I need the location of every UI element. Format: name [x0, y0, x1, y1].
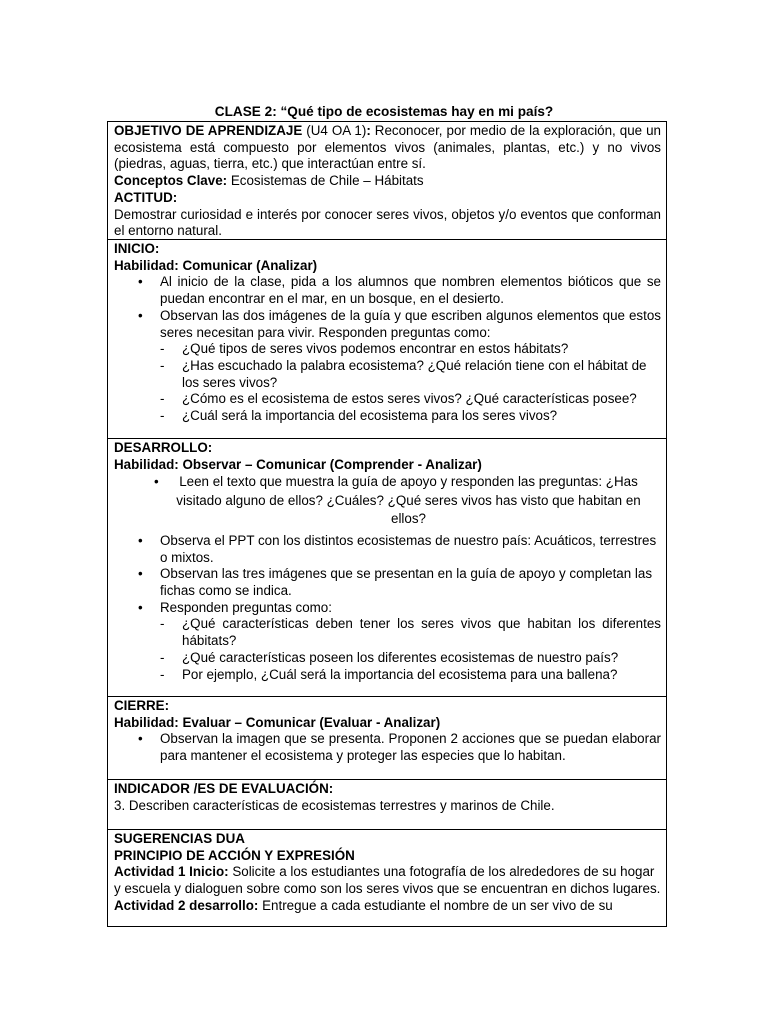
actividad-2-label: Actividad 2 desarrollo: — [114, 897, 259, 913]
list-item: - ¿Qué características poseen los diferentes ecosistemas de nuestro país? — [114, 650, 661, 667]
list-item: - ¿Cómo es el ecosistema de estos seres vivos? ¿Qué características posee? — [114, 391, 661, 408]
objetivo-code: (U4 OA 1) — [302, 123, 367, 138]
cierre-section — [108, 697, 667, 780]
actividad-2-text: Entregue a cada estudiante el nombre de un ser vivo de su — [258, 897, 613, 913]
actividad-1-label: Actividad 1 Inicio: — [114, 864, 229, 880]
objetivo-section — [108, 122, 667, 240]
actitud-label: ACTITUD: — [114, 189, 178, 205]
list-item: • Observan las dos imágenes de la guía y que escriben algunos elementos que estos seres necesitan para vivir. Responden preguntas como: — [114, 308, 661, 341]
lesson-plan-table — [107, 121, 667, 927]
desarrollo-centered-bullet: • Leen el texto que muestra la guía de apoyo y responden las preguntas: ¿Has visitado alguno de ellos? ¿Cuáles? ¿Qué seres vivos has visto que habitan en ellos? — [114, 473, 661, 529]
list-item: - Por ejemplo, ¿Cuál será la importancia del ecosistema para una ballena? — [114, 667, 661, 684]
objetivo-text: Reconocer, por medio de la exploración, que un ecosistema está compuesto por elementos vivos (animales, plantas, etc.) y no vivos (piedras, aguas, tierra, etc.) que interactúan entre sí. — [114, 123, 661, 172]
indicador-text: 3. Describen características de ecosistemas terrestres y marinos de Chile. — [114, 797, 555, 813]
sugerencias-section — [108, 830, 667, 927]
desarrollo-bullet-list — [114, 533, 661, 617]
actividad-2-paragraph — [114, 898, 661, 915]
conceptos-label: Conceptos Clave: — [114, 173, 228, 189]
list-item: • Observa el PPT con los distintos ecosistemas de nuestro país: Acuáticos, terrestres o mixtos. — [114, 533, 661, 566]
list-item: - ¿Cuál será la importancia del ecosistema para los seres vivos? — [114, 408, 661, 425]
objetivo-colon: : — [366, 123, 371, 138]
sugerencias-heading: SUGERENCIAS DUA — [114, 831, 245, 846]
list-item: - ¿Qué características deben tener los seres vivos que habitan los diferentes hábitats? — [114, 616, 661, 649]
principio-heading: PRINCIPIO DE ACCIÓN Y EXPRESIÓN — [114, 847, 355, 863]
list-item: • Observan la imagen que se presenta. Proponen 2 acciones que se puedan elaborar para mantener el ecosistema y proteger las especies que lo habitan. — [114, 731, 661, 764]
cierre-bullet-list — [114, 731, 661, 764]
objetivo-paragraph — [114, 123, 661, 173]
conceptos-paragraph — [114, 173, 661, 190]
page-title: CLASE 2: “Qué tipo de ecosistemas hay en mi país? — [214, 104, 554, 119]
desarrollo-section — [108, 439, 667, 697]
actitud-text: Demostrar curiosidad e interés por conocer seres vivos, objetos y/o eventos que conforman el entorno natural. — [114, 206, 661, 239]
list-item: - ¿Has escuchado la palabra ecosistema? ¿Qué relación tiene con el hábitat de los seres vivos? — [114, 358, 661, 391]
list-item: - ¿Qué tipos de seres vivos podemos encontrar en estos hábitats? — [114, 341, 661, 358]
inicio-bullet-list — [114, 274, 661, 341]
desarrollo-habilidad: Habilidad: Observar – Comunicar (Comprender - Analizar) — [114, 456, 482, 472]
cierre-heading: CIERRE: — [114, 698, 170, 713]
list-item: • Al inicio de la clase, pida a los alumnos que nombren elementos bióticos que se puedan encontrar en el mar, en un bosque, en el desierto. — [114, 274, 661, 307]
indicador-section — [108, 780, 667, 830]
indicador-heading: INDICADOR /ES DE EVALUACIÓN: — [114, 781, 334, 796]
conceptos-text: Ecosistemas de Chile – Hábitats — [227, 173, 424, 189]
cierre-habilidad: Habilidad: Evaluar – Comunicar (Evaluar - Analizar) — [114, 714, 441, 730]
actividad-1-paragraph — [114, 864, 661, 897]
desarrollo-heading: DESARROLLO: — [114, 440, 213, 455]
inicio-habilidad: Habilidad: Comunicar (Analizar) — [114, 257, 318, 273]
objetivo-label: OBJETIVO DE APRENDIZAJE — [114, 123, 303, 138]
desarrollo-question-list — [114, 616, 661, 683]
list-item: • Responden preguntas como: — [114, 600, 661, 617]
inicio-section — [108, 240, 667, 439]
list-item: • Observan las tres imágenes que se presentan en la guía de apoyo y completan las fichas como se indica. — [114, 566, 661, 599]
inicio-question-list — [114, 341, 661, 425]
actividad-1-text: Solicite a los estudiantes una fotografía de los alrededores de su hogar y escuela y dialoguen sobre como son los seres vivos que se encuentran en dichos lugares. — [114, 864, 661, 897]
inicio-heading: INICIO: — [114, 241, 160, 256]
